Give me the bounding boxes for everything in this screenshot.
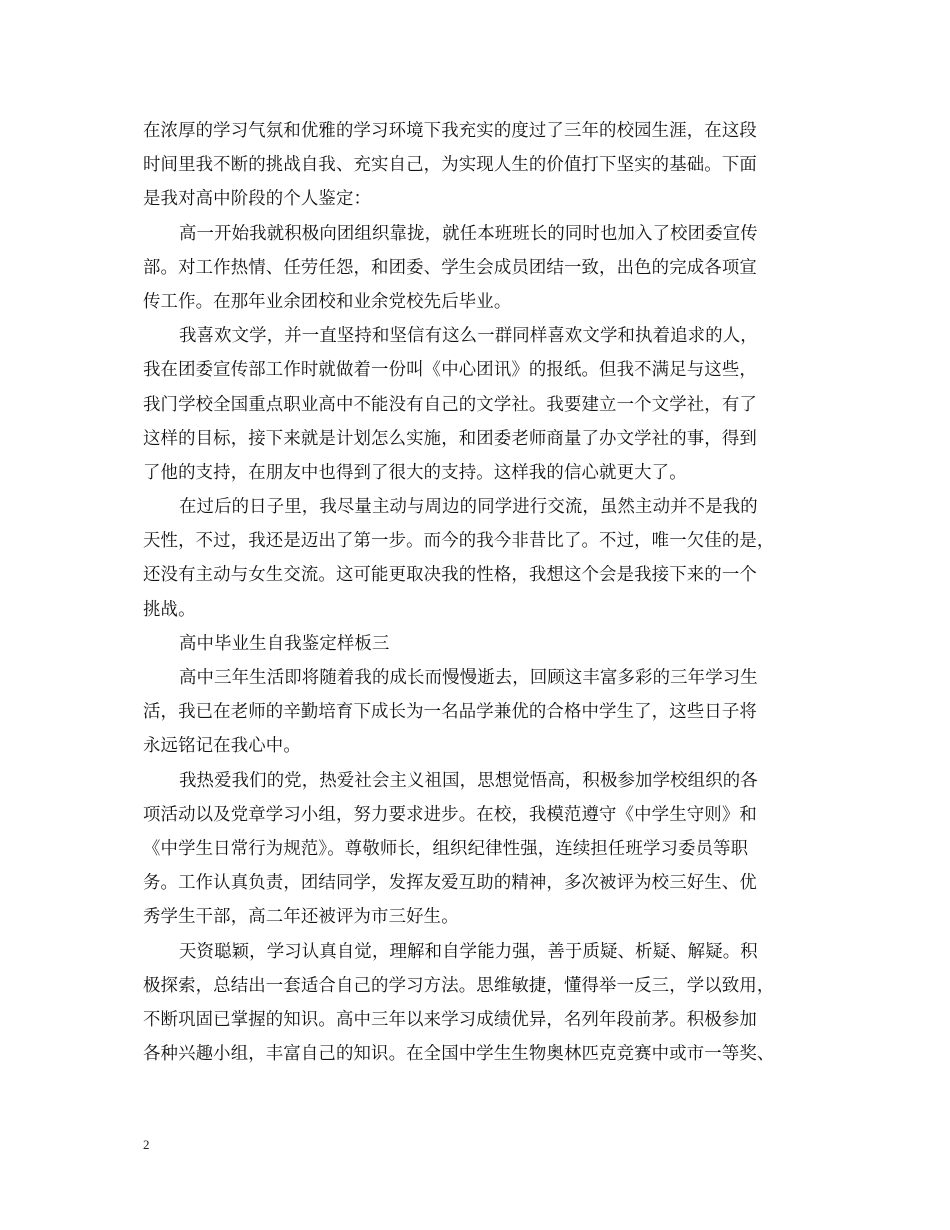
text-line: 项活动以及党章学习小组，努力要求进步。在校，我模范遵守《中学生守则》和 xyxy=(143,804,757,825)
text-line: 是我对高中阶段的个人鉴定： xyxy=(143,189,372,210)
text-line: 天性，不过，我还是迈出了第一步。而今的我今非昔比了。不过，唯一欠佳的是， xyxy=(143,531,775,552)
text-line: 在过后的日子里，我尽量主动与周边的同学进行交流，虽然主动并不是我的 xyxy=(179,497,758,518)
text-line: 我在团委宣传部工作时就做着一份叫《中心团讯》的报纸。但我不满足与这些， xyxy=(143,360,757,381)
text-line: 高中毕业生自我鉴定样板三 xyxy=(179,633,390,654)
text-line: 极探索，总结出一套适合自己的学习方法。思维敏捷，懂得举一反三，学以致用， xyxy=(143,975,775,996)
text-line: 我喜欢文学，并一直坚持和坚信有这么一群同样喜欢文学和执着追求的人， xyxy=(179,326,758,347)
text-line: 不断巩固已掌握的知识。高中三年以来学习成绩优异，名列年段前茅。积极参加 xyxy=(143,1009,757,1030)
text-line: 部。对工作热情、任劳任怨，和团委、学生会成员团结一致，出色的完成各项宣 xyxy=(143,257,757,278)
text-line: 传工作。在那年业余团校和业余党校先后毕业。 xyxy=(143,291,512,312)
text-line: 秀学生干部，高二年还被评为市三好生。 xyxy=(143,907,459,928)
text-line: 还没有主动与女生交流。这可能更取决我的性格，我想这个会是我接下来的一个 xyxy=(143,565,757,586)
text-line: 天资聪颖，学习认真自觉，理解和自学能力强，善于质疑、析疑、解疑。积 xyxy=(179,941,758,962)
text-line: 我热爱我们的党，热爱社会主义祖国，思想觉悟高，积极参加学校组织的各 xyxy=(179,770,758,791)
text-line: 永远铭记在我心中。 xyxy=(143,736,301,757)
text-line: 挑战。 xyxy=(143,599,196,620)
text-line: 各种兴趣小组，丰富自己的知识。在全国中学生生物奥林匹克竞赛中或市一等奖、 xyxy=(143,1044,775,1065)
text-line: 高一开始我就积极向团组织靠拢，就任本班班长的同时也加入了校团委宣传 xyxy=(179,223,758,244)
text-line: 高中三年生活即将随着我的成长而慢慢逝去，回顾这丰富多彩的三年学习生 xyxy=(179,668,758,688)
text-line: 我门学校全国重点职业高中不能没有自己的文学社。我要建立一个文学社，有了 xyxy=(143,394,757,415)
text-line: 《中学生日常行为规范》。尊敬师长，组织纪律性强，连续担任班学习委员等职 xyxy=(143,838,749,859)
text-line: 这样的目标，接下来就是计划怎么实施，和团委老师商量了办文学社的事，得到 xyxy=(143,428,757,449)
text-line: 在浓厚的学习气氛和优雅的学习环境下我充实的度过了三年的校园生涯，在这段 xyxy=(143,121,757,141)
text-line: 时间里我不断的挑战自我、充实自己，为实现人生的价值打下坚实的基础。下面 xyxy=(143,155,757,176)
text-line: 务。工作认真负责，团结同学，发挥友爱互助的精神，多次被评为校三好生、优 xyxy=(143,873,757,894)
text-line: 了他的支持，在朋友中也得到了很大的支持。这样我的信心就更大了。 xyxy=(143,462,687,483)
document-body xyxy=(143,114,815,1071)
text-line: 活，我已在老师的辛勤培育下成长为一名品学兼优的合格中学生了，这些日子将 xyxy=(143,702,757,723)
page-number: 2 xyxy=(143,1137,150,1152)
